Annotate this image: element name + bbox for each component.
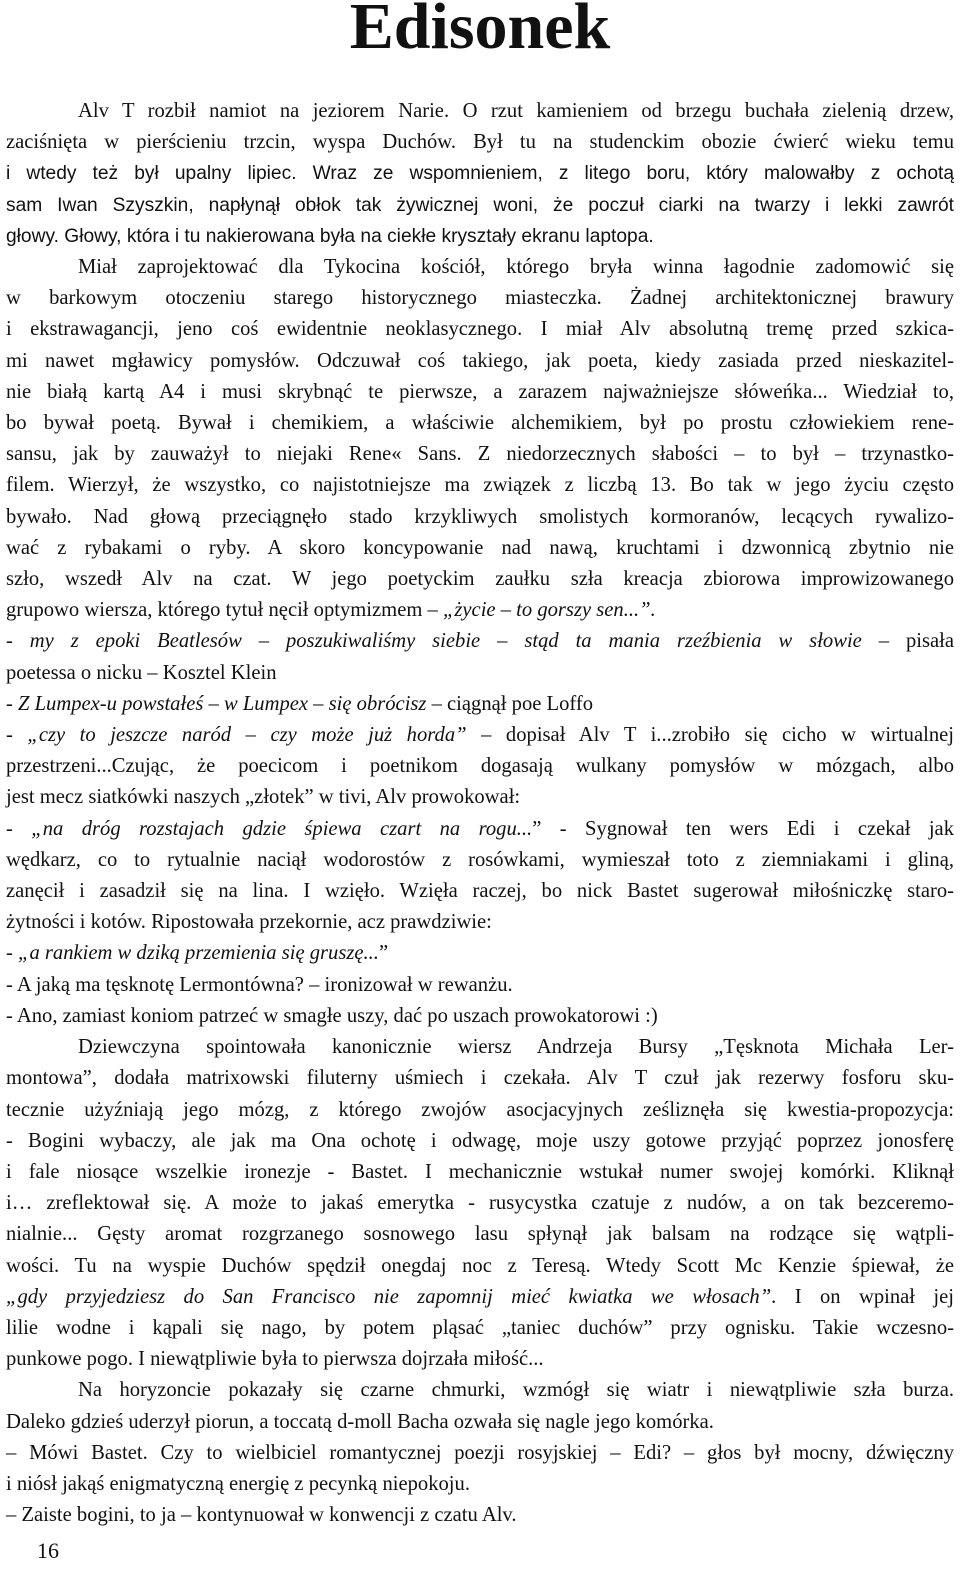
text-line: i wtedy też był upalny lipiec. Wraz ze wspomnieniem, z litego boru, który malowałby z ochotą xyxy=(6,163,954,185)
text-line: jest mecz siatkówki naszych „złotek” w tivi, Alv prowokował: xyxy=(6,786,521,809)
text-segment: pisała xyxy=(905,630,954,653)
poem-quote: - Z Lumpex-u powstałeś – w Lumpex – się obrócisz – xyxy=(6,692,448,715)
text-line: wać z rybakami o ryby. A skoro koncypowanie nad nawą, kruchtami i dzwonnicą zbytnio nie xyxy=(6,536,954,559)
text-line: bywało. Nad głową przeciągnęło stado krzykliwych smolistych kormoranów, lecących rywalizo- xyxy=(6,505,954,528)
text-line xyxy=(6,1282,954,1313)
text-segment: grupowo wiersza, którego tytuł nęcił optymizmem – xyxy=(6,599,443,622)
article-title: Edisonek xyxy=(349,0,611,63)
text-line: punkowe pogo. I niewątpliwie była to pierwsza dojrzała miłość... xyxy=(6,1348,544,1371)
text-line xyxy=(6,938,954,969)
text-line: montowa”, dodała matrixowski filuterny uśmiech i czekała. Alv T czuł jak rezerwy fosforu sku- xyxy=(6,1067,954,1090)
text-segment: ” xyxy=(378,942,389,965)
article-body xyxy=(6,96,954,1531)
text-line: wości. Tu na wyspie Duchów spędził onegdaj noc z Teresą. Wtedy Scott Mc Kenzie śpiewał, że xyxy=(6,1254,954,1277)
text-line xyxy=(6,720,954,751)
text-line: – Mówi Bastet. Czy to wielbiciel romantycznej poezji rosyjskiej – Edi? – głos był mocny, dźwięczny xyxy=(6,1441,954,1464)
text-line: filem. Wierzył, że wszystko, co najistotniejsze ma związek z liczbą 13. Bo tak w jego życiu często xyxy=(6,474,954,497)
text-line: lilie wodne i kąpali się nago, by potem pląsać „taniec duchów” przy ognisku. Takie wczesno- xyxy=(6,1316,954,1339)
text-line xyxy=(6,626,954,657)
text-line: Miał zaprojektować dla Tykocina kościół, którego bryła winna łagodnie zadomowić się xyxy=(78,256,954,279)
text-segment: dopisał Alv T i...zrobiło się cicho w wirtualnej xyxy=(505,724,954,747)
text-line: Dziewczyna spointowała kanonicznie wiersz Andrzeja Bursy „Tęsknota Michała Ler- xyxy=(78,1036,954,1059)
text-line: i fale niosące wszelkie ironezje - Bastet. I mechanicznie wstukał numer swojej komórki. Kliknął xyxy=(6,1160,954,1183)
poem-quote: - „na dróg rozstajach gdzie śpiewa czart na rogu... xyxy=(6,817,533,840)
text-segment: ” - Sygnował ten wers Edi i czekał jak xyxy=(532,817,954,840)
text-line: - A jaką ma tęsknotę Lermontówna? – ironizował w rewanżu. xyxy=(6,973,513,996)
text-line: nialnie... Gęsty aromat rozgrzanego sosnowego lasu spłynął jak balsam na rodzące się wątpli- xyxy=(6,1223,954,1246)
paragraph xyxy=(6,252,954,1032)
text-line: Na horyzoncie pokazały się czarne chmurki, wzmógł się wiatr i niewątpliwie szła burza. xyxy=(78,1379,954,1402)
text-line: mi nawet mgławicy pomysłów. Odczuwał coś takiego, jak poeta, kiedy zasiada przed nieskazitel- xyxy=(6,349,954,372)
text-line: i niósł jakąś enigmatyczną energię z pecynką niepokoju. xyxy=(6,1472,470,1495)
text-line: przestrzeni...Czując, że poecicom i poetnikom dogasają wulkany pomysłów w mózgach, albo xyxy=(6,755,954,778)
text-line: szło, wszedł Alv na czat. W jego poetyckim zaułku szła kreacja zbiorowa improwizowanego xyxy=(6,568,954,591)
text-line: poetessa o nicku – Kosztel Klein xyxy=(6,661,277,684)
text-line: w barkowym otoczeniu starego historycznego miasteczka. Żadnej architektonicznej brawury xyxy=(6,287,954,310)
text-line: i ekstrawagancji, jeno coś ewidentnie neoklasycznego. I miał Alv absolutną tremę przed szkica- xyxy=(6,318,954,341)
text-line: - Ano, zamiast koniom patrzeć w smagłe uszy, dać po uszach prowokatorowi :) xyxy=(6,1004,658,1027)
text-line: nie białą kartą A4 i musi skrybnąć te pierwsze, a zarazem najważniejsze słóweńka... Wiedział to, xyxy=(6,380,954,403)
paragraph xyxy=(6,1032,954,1375)
text-line: – Zaiste bogini, to ja – kontynuował w konwencji z czatu Alv. xyxy=(6,1504,517,1527)
poem-quote: - my z epoki Beatlesów – poszukiwaliśmy siebie – stąd ta mania rzeźbienia w słowie – xyxy=(6,630,906,653)
text-line: Daleko gdzieś uderzył piorun, a toccatą d-moll Bacha ozwała się nagle jego komórka. xyxy=(6,1410,714,1433)
text-segment: . I on wpinał jej xyxy=(771,1285,955,1308)
song-quote: „gdy przyjedziesz do San Francisco nie zapomnij mieć kwiatka we włosach” xyxy=(6,1285,772,1308)
text-line: tecznie użyźniają jego mózg, z którego zwojów asocjacyjnych ześliznęła się kwestia-propozycja: xyxy=(6,1098,954,1121)
text-line: zanęcił i zasadził się na lina. I wzięło. Wzięła raczej, bo nick Bastet sugerował miłośniczkę staro- xyxy=(6,880,954,903)
text-line: żytności i kotów. Ripostowała przekornie, acz prawdziwie: xyxy=(6,911,492,934)
text-line xyxy=(6,814,954,845)
text-line xyxy=(6,595,954,626)
text-line: Alv T rozbił namiot na jeziorem Narie. O rzut kamieniem od brzegu buchała zielenią drzew, xyxy=(78,100,954,122)
text-line xyxy=(6,689,954,720)
poem-quote: - „czy to jeszcze naród – czy może już horda” – xyxy=(6,724,506,747)
text-line: sam Iwan Szyszkin, napłynął obłok tak żywicznej woni, że poczuł ciarki na twarzy i lekki zawrót xyxy=(6,194,954,216)
text-line: wędkarz, co to rytualnie naciął wodorostów z rosówkami, wymieszał toto z ziemniakami i gliną, xyxy=(6,848,954,871)
poem-quote: - „a rankiem w dziką przemienia się gruszę... xyxy=(6,942,379,965)
text-line: sansu, jak by zauważył to niejaki Rene« Sans. Z niedorzecznych słabości – to był – trzynastko- xyxy=(6,443,954,466)
paragraph xyxy=(6,1375,954,1531)
poem-quote: „życie – to gorszy sen...”. xyxy=(442,599,656,622)
paragraph xyxy=(6,96,954,252)
page-number: 16 xyxy=(37,1538,59,1563)
text-line: - Bogini wybaczy, ale jak ma Ona ochotę i odwagę, moje uszy gotowe przyjąć poprzez jonosferę xyxy=(6,1129,954,1152)
text-line: głowy. Głowy, która i tu nakierowana była na ciekłe kryształy ekranu laptopa. xyxy=(6,225,654,247)
text-line: i… zreflektował się. A może to jakaś emerytka - rusycystka czatuje z nudów, a on tak bezcеremo- xyxy=(6,1192,954,1215)
text-segment: ciągnął poe Loffo xyxy=(447,692,594,715)
text-line: bo bywał poetą. Bywał i chemikiem, a właściwie alchemikiem, był po prostu człowiekiem rene- xyxy=(6,412,954,435)
text-line: zaciśnięta w pierścieniu trzcin, wyspa Duchów. Był tu na studenckim obozie ćwierć wieku temu xyxy=(6,131,954,154)
